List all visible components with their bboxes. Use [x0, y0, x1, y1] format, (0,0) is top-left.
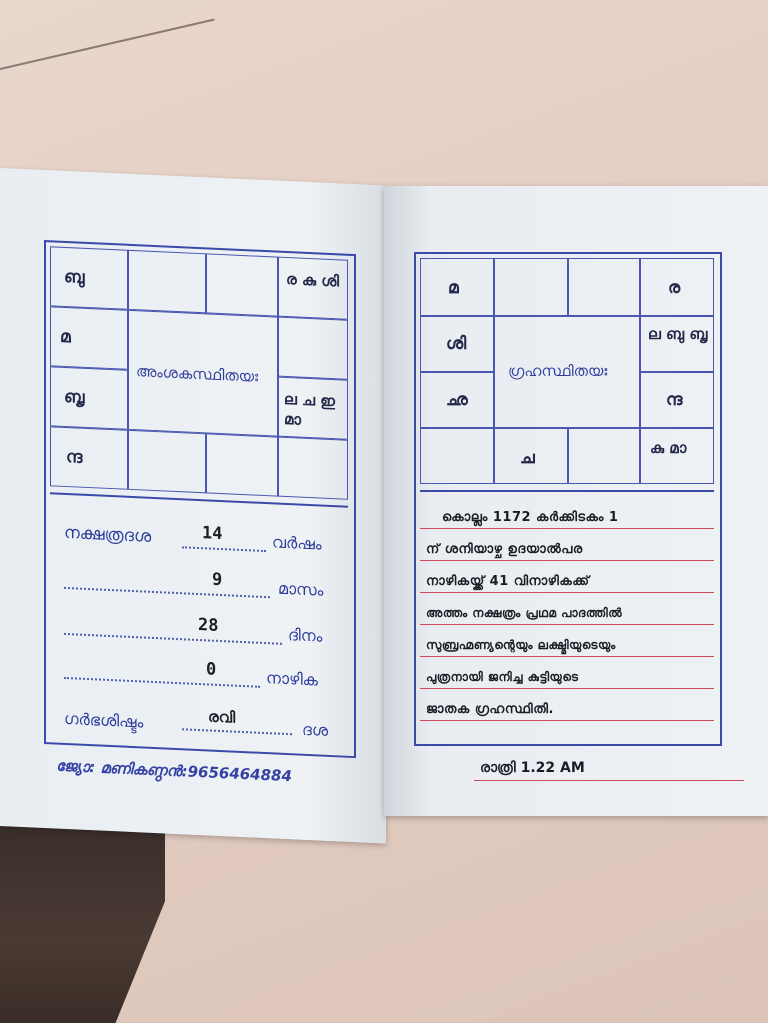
graha-cell-10	[420, 428, 494, 484]
amsha-cell-5	[278, 317, 348, 380]
left-page	[0, 168, 386, 844]
amsha-cell-3	[206, 253, 278, 316]
years-unit: വർഷം	[272, 532, 322, 554]
note-line-3: നാഴികയ്ക്ക് 41 വിനാഴികക്ക്	[426, 574, 590, 589]
nakshatra-dasha-label: നക്ഷത്രദശ	[64, 522, 152, 547]
ruled-line-1	[420, 528, 714, 529]
nazhika-unit: നാഴിക	[266, 668, 318, 690]
graha-mid-left-upper-glyph: ശി	[446, 334, 467, 354]
amsha-cell-10	[50, 426, 128, 490]
note-line-1: കൊല്ലം 1172 കർക്കിടകം 1	[442, 510, 619, 525]
floor-tile-groove	[0, 19, 215, 70]
garbha-dots	[182, 728, 292, 735]
amsha-mid-left-lower-glyph: ബൃ	[64, 386, 85, 408]
amsha-top-right-glyph: ര കു ശി	[286, 269, 340, 291]
months-unit: മാസം	[278, 578, 324, 600]
left-footer-signature: ജ്യോ: മണികണ്ഠൻ:9656464884	[56, 756, 292, 786]
amsha-title: അംശകസ്ഥിതയഃ	[136, 362, 259, 386]
amsha-cell-7	[278, 437, 348, 500]
graha-cell-8	[568, 428, 640, 484]
graha-cell-2	[494, 258, 568, 316]
amsha-cell-1	[50, 246, 128, 310]
note-line-7: ജാതക ഗ്രഹസ്ഥിതി.	[426, 702, 554, 717]
graha-cell-3	[568, 258, 640, 316]
right-footer-underline	[474, 780, 744, 781]
ruled-line-4	[420, 624, 714, 625]
note-line-2: ന് ശനിയാഴ്ച ഉദയാൽപര	[426, 542, 583, 557]
years-value: 14	[202, 523, 223, 545]
graha-chart	[420, 258, 714, 484]
graha-bottom-right-glyph: കു മാ	[650, 439, 687, 457]
amsha-cell-9	[128, 430, 206, 494]
months-dots	[64, 587, 270, 598]
graha-bottom-center-glyph: ച	[520, 448, 535, 468]
ruled-line-5	[420, 656, 714, 657]
graha-mid-right-upper-glyph: ല ബു ബൃ	[648, 325, 708, 343]
graha-mid-right-lower-glyph: ന്ദ	[666, 390, 683, 410]
garbha-unit: ദശ	[302, 719, 329, 740]
amsha-top-left-glyph: ബു	[64, 266, 85, 288]
ruled-line-3	[420, 592, 714, 593]
days-dots	[64, 633, 282, 645]
amsha-cell-11	[50, 366, 128, 430]
years-dots	[182, 546, 266, 552]
amsha-cell-8	[206, 433, 278, 496]
nazhika-dots	[64, 677, 260, 688]
amsha-chart	[50, 246, 348, 500]
nazhika-value: 0	[206, 659, 217, 680]
amsha-cell-2	[128, 250, 206, 314]
floor-shadow	[0, 820, 165, 1023]
amsha-mid-left-upper-glyph: മ	[60, 326, 71, 348]
ruled-line-7	[420, 720, 714, 721]
amsha-bottom-left-glyph: ന്ദ	[66, 446, 83, 468]
amsha-mid-right-lower-glyph: ല ച ഇ മാ	[284, 389, 335, 429]
ruled-line-2	[420, 560, 714, 561]
right-footer-time: രാത്രി 1.22 AM	[480, 760, 585, 776]
days-unit: ദിനം	[288, 625, 323, 646]
months-value: 9	[212, 569, 223, 591]
right-page	[384, 186, 768, 816]
garbha-value: രവി	[208, 707, 236, 727]
note-line-5: സുബ്രഹ്മണ്യന്റെയും ലക്ഷ്മിയുടെയും	[426, 638, 616, 652]
garbha-label: ഗർഭശിഷ്ടം	[64, 708, 144, 732]
graha-top-right-glyph: ര	[668, 278, 681, 298]
graha-mid-left-lower-glyph: ഛ	[446, 390, 468, 410]
graha-title: ഗ്രഹസ്ഥിതയഃ	[508, 362, 608, 380]
dasha-section	[58, 501, 344, 744]
days-value: 28	[198, 614, 219, 636]
notes-section	[420, 498, 714, 734]
note-line-6: പുത്രനായി ജനിച്ച കുട്ടിയുടെ	[426, 670, 579, 684]
graha-top-left-glyph: മ	[448, 278, 459, 298]
ruled-line-6	[420, 688, 714, 689]
right-divider	[420, 490, 714, 492]
note-line-4: അത്തം നക്ഷത്രം പ്രഥമ പാദത്തിൽ	[426, 606, 623, 620]
